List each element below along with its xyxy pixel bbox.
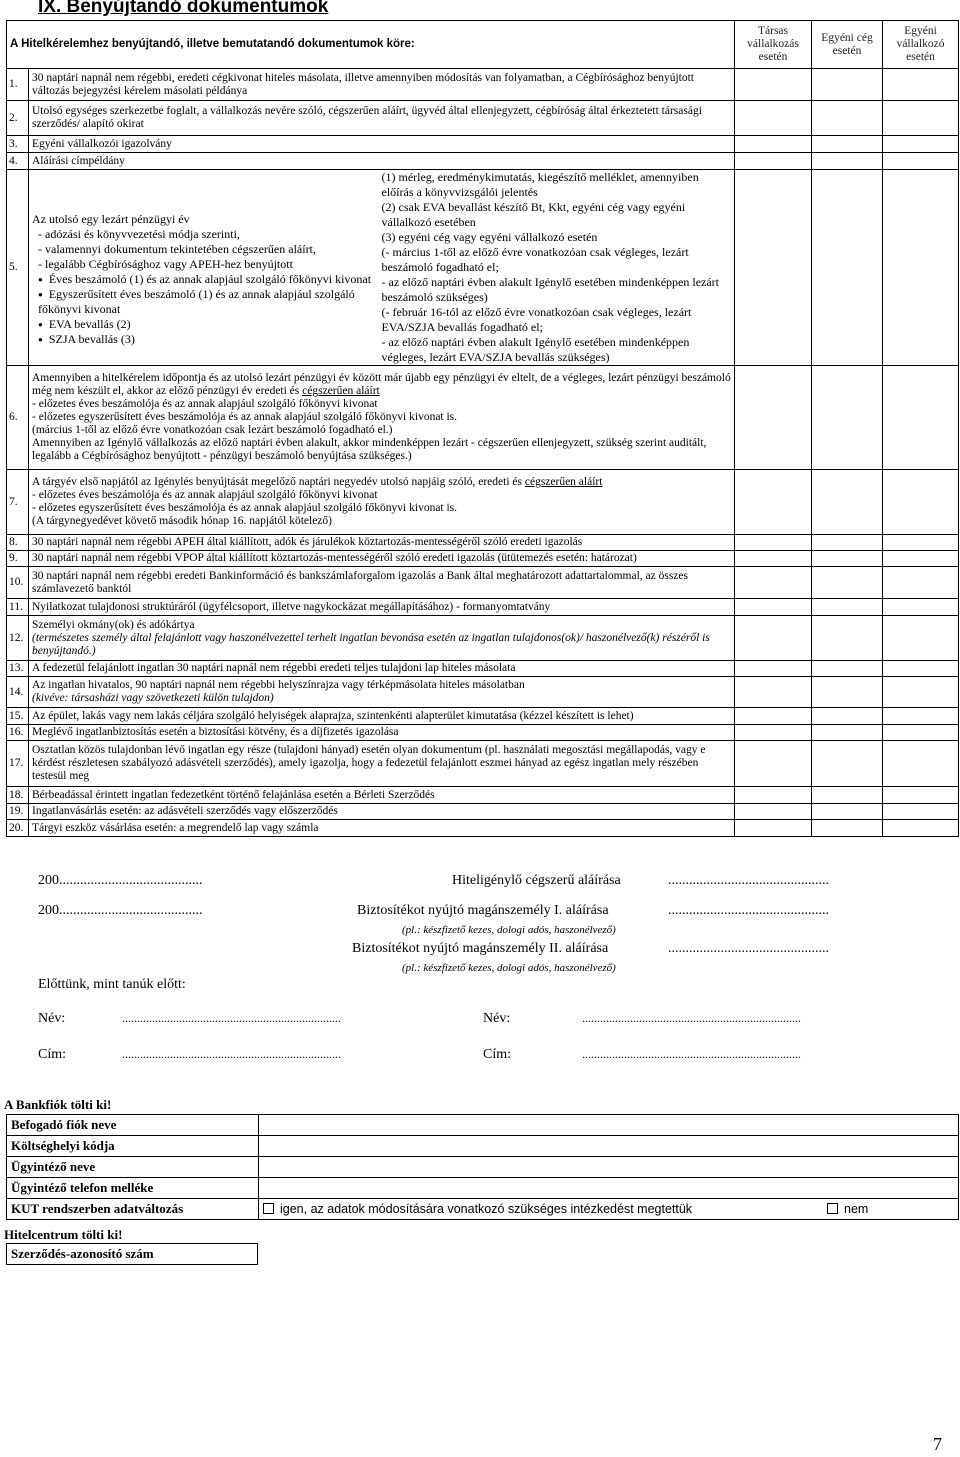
table-row bbox=[7, 567, 959, 599]
checkbox-yes[interactable] bbox=[263, 1203, 274, 1214]
table-intro: A Hitelkérelemhez benyújtandó, illetve bemutatandó dokumentumok köre: bbox=[7, 21, 735, 69]
section-title: IX. Benyújtandó dokumentumok bbox=[38, 0, 329, 17]
credit-center-table bbox=[6, 1243, 258, 1265]
row-text: Az ingatlan hivatalos, 90 naptári napnál nem régebbi helyszínrajza vagy térképmásolata hiteles másolatban (kivéve: társasházi vagy szövetkezeti külön tulajdon) bbox=[29, 677, 735, 708]
table-row bbox=[7, 136, 959, 153]
row-text: Az épület, lakás vagy nem lakás céljára szolgáló helyiségek alaprajza, szintenkénti alapterület kimutatása (kézzel készített is lehet) bbox=[29, 708, 735, 725]
check-cell-egyeni-vallalkozo[interactable] bbox=[883, 535, 959, 551]
row-number: 1. bbox=[7, 69, 29, 101]
check-cell-tarsas[interactable] bbox=[735, 787, 812, 804]
row5-right bbox=[379, 170, 735, 366]
check-cell-tarsas[interactable] bbox=[735, 101, 812, 136]
check-cell-egyeni-vallalkozo[interactable] bbox=[883, 170, 959, 366]
table-row bbox=[7, 366, 959, 470]
table-row bbox=[7, 677, 959, 708]
option-no-label: nem bbox=[844, 1202, 869, 1216]
witness1-name-label: Név: bbox=[38, 1011, 66, 1026]
row-number: 20. bbox=[7, 820, 29, 837]
witness2-address-label: Cím: bbox=[483, 1047, 512, 1062]
check-cell-egyeni-ceg[interactable] bbox=[812, 661, 883, 677]
page-number: 7 bbox=[933, 1434, 942, 1454]
check-cell-egyeni-ceg[interactable] bbox=[812, 820, 883, 837]
row5-left bbox=[29, 170, 379, 366]
contract-id-row bbox=[7, 1244, 258, 1265]
col-header-egyeni-ceg: Egyéni cég esetén bbox=[812, 21, 883, 69]
check-cell-egyeni-ceg[interactable] bbox=[812, 599, 883, 616]
check-cell-tarsas[interactable] bbox=[735, 136, 812, 153]
row-number: 11. bbox=[7, 599, 29, 616]
witness2-name-line[interactable]: ......................................................................... bbox=[582, 1011, 801, 1025]
sig2-label: Biztosítékot nyújtó magánszemély I. aláírása bbox=[357, 903, 609, 918]
bank-row-branch bbox=[7, 1115, 959, 1136]
check-cell-tarsas[interactable] bbox=[735, 551, 812, 567]
check-cell-egyeni-vallalkozo[interactable] bbox=[883, 820, 959, 837]
field-value[interactable] bbox=[259, 1178, 959, 1199]
check-cell-egyeni-vallalkozo[interactable] bbox=[883, 567, 959, 599]
witness2-name-label: Név: bbox=[483, 1011, 511, 1026]
check-cell-egyeni-vallalkozo[interactable] bbox=[883, 470, 959, 535]
check-cell-tarsas[interactable] bbox=[735, 170, 812, 366]
witness1-address-line[interactable]: ......................................................................... bbox=[122, 1047, 341, 1061]
field-label: KUT rendszerben adatváltozás bbox=[7, 1199, 259, 1220]
table-row bbox=[7, 661, 959, 677]
row-text: 30 naptári napnál nem régebbi VPOP által kiállított köztartozás-mentességéről szóló eredeti igazolás (ütütemezés esetén: határozat) bbox=[29, 551, 735, 567]
check-cell-tarsas[interactable] bbox=[735, 599, 812, 616]
option-yes-label: igen, az adatok módosítására vonatkozó szükséges intézkedést megtettük bbox=[280, 1202, 693, 1216]
check-cell-tarsas[interactable] bbox=[735, 69, 812, 101]
check-cell-egyeni-vallalkozo[interactable] bbox=[883, 616, 959, 661]
check-cell-tarsas[interactable] bbox=[735, 366, 812, 470]
table-row bbox=[7, 101, 959, 136]
row-number: 2. bbox=[7, 101, 29, 136]
row-number: 6. bbox=[7, 366, 29, 470]
row-number: 5. bbox=[7, 170, 29, 366]
row-number: 9. bbox=[7, 551, 29, 567]
row-text: 30 naptári napnál nem régebbi APEH által kiállított, adók és járulékok köztartozás-mentességéről szóló eredeti igazolás bbox=[29, 535, 735, 551]
check-cell-egyeni-vallalkozo[interactable] bbox=[883, 804, 959, 820]
bank-row-kut bbox=[7, 1199, 959, 1220]
row-text: Amennyiben a hitelkérelem időpontja és az utolsó lezárt pénzügyi év között már újabb egy pénzügyi év eltelt, de a végleges, lezárt pénzügyi beszámoló még nem készült el, akkor az előző pénzügyi év eredeti és cégszerűen aláírt - előzetes éves beszámolója és az annak alapjául szolgáló főkönyvi kivonat - előzetes egyszerűsített éves beszámolója és az annak alapjául szolgáló főkönyvi kivonat is. (március 1-től az előző évre vonatkozóan csak lezárt beszámoló fogadható el.) Amennyiben az Igénylő vállalkozás az előző naptári évben alakult, akkor mindenképpen lezárt - cégszerűen ellenjegyzett, szükség szerint auditált, legalább a Cégbírósághoz benyújtott - pénzügyi beszámoló benyújtása szükséges.) bbox=[29, 366, 735, 470]
check-cell-tarsas[interactable] bbox=[735, 567, 812, 599]
field-value[interactable] bbox=[259, 1115, 959, 1136]
bank-row-officer bbox=[7, 1157, 959, 1178]
check-cell-tarsas[interactable] bbox=[735, 804, 812, 820]
witness1-name-line[interactable]: ......................................................................... bbox=[122, 1011, 341, 1025]
row-number: 15. bbox=[7, 708, 29, 725]
table-row bbox=[7, 804, 959, 820]
row-number: 13. bbox=[7, 661, 29, 677]
check-cell-egyeni-ceg[interactable] bbox=[812, 708, 883, 725]
table-row bbox=[7, 787, 959, 804]
row-number: 14. bbox=[7, 677, 29, 708]
row-number: 18. bbox=[7, 787, 29, 804]
field-label: Befogadó fiók neve bbox=[7, 1115, 259, 1136]
row-number: 10. bbox=[7, 567, 29, 599]
check-cell-egyeni-ceg[interactable] bbox=[812, 741, 883, 787]
check-cell-egyeni-ceg[interactable] bbox=[812, 69, 883, 101]
kut-options bbox=[259, 1199, 959, 1220]
bank-row-cost-code bbox=[7, 1136, 959, 1157]
check-cell-egyeni-ceg[interactable] bbox=[812, 153, 883, 170]
footnote-line: (- március 1-től az előző évre vonatkozóan csak végleges, lezárt beszámoló fogadható el; bbox=[381, 245, 689, 274]
check-cell-tarsas[interactable] bbox=[735, 470, 812, 535]
check-cell-egyeni-ceg[interactable] bbox=[812, 725, 883, 741]
field-label: Szerződés-azonosító szám bbox=[7, 1244, 258, 1265]
table-row bbox=[7, 153, 959, 170]
field-value[interactable] bbox=[259, 1136, 959, 1157]
check-cell-egyeni-vallalkozo[interactable] bbox=[883, 599, 959, 616]
sig1-label: Hiteligénylő cégszerű aláírása bbox=[452, 873, 621, 888]
check-cell-egyeni-vallalkozo[interactable] bbox=[883, 101, 959, 136]
bullet-item: ● SZJA bevallás (3) bbox=[32, 332, 376, 347]
sig2-note: (pl.: készfizető kezes, dologi adós, haszonélvező) bbox=[402, 924, 616, 936]
text-line: Az utolsó egy lezárt pénzügyi év bbox=[32, 211, 190, 226]
bank-section-title: A Bankfiók tölti ki! bbox=[4, 1097, 112, 1112]
date-field-2[interactable]: 200......................................... bbox=[38, 903, 203, 918]
footnote-line: (3) egyéni cég vagy egyéni vállalkozó esetén bbox=[381, 230, 598, 244]
bullet-item: ● Éves beszámoló (1) és az annak alapjául szolgáló főkönyvi kivonat bbox=[32, 272, 376, 287]
credit-center-title: Hitelcentrum tölti ki! bbox=[4, 1227, 123, 1242]
row-text: Ingatlanvásárlás esetén: az adásvételi szerződés vagy előszerződés bbox=[29, 804, 735, 820]
check-cell-egyeni-ceg[interactable] bbox=[812, 136, 883, 153]
table-row bbox=[7, 616, 959, 661]
check-cell-egyeni-ceg[interactable] bbox=[812, 551, 883, 567]
field-label: Költséghelyi kódja bbox=[7, 1136, 259, 1157]
footnote-line: - az előző naptári évben alakult Igénylő esetében mindenképpen végleges, lezárt EVA/SZJA bevallás szükséges) bbox=[381, 335, 690, 364]
check-cell-tarsas[interactable] bbox=[735, 153, 812, 170]
row-text: A fedezetül felajánlott ingatlan 30 naptári napnál nem régebbi eredeti teljes tulajdoni lap hiteles másolata bbox=[29, 661, 735, 677]
check-cell-egyeni-vallalkozo[interactable] bbox=[883, 741, 959, 787]
table-row bbox=[7, 741, 959, 787]
sig3-line[interactable]: .............................................. bbox=[668, 941, 829, 956]
sig1-line[interactable]: .............................................. bbox=[668, 873, 829, 888]
check-cell-egyeni-vallalkozo[interactable] bbox=[883, 787, 959, 804]
text-line: - legalább Cégbírósághoz vagy APEH-hez benyújtott bbox=[38, 256, 293, 271]
check-cell-egyeni-vallalkozo[interactable] bbox=[883, 136, 959, 153]
row-text: Bérbeadással érintett ingatlan fedezetként történő felajánlása esetén a Bérleti Szerződés bbox=[29, 787, 735, 804]
field-label: Ügyintéző telefon melléke bbox=[7, 1178, 259, 1199]
check-cell-tarsas[interactable] bbox=[735, 741, 812, 787]
check-cell-egyeni-vallalkozo[interactable] bbox=[883, 708, 959, 725]
check-cell-egyeni-vallalkozo[interactable] bbox=[883, 69, 959, 101]
col-header-egyeni-vallalkozo: Egyéni vállalkozó esetén bbox=[883, 21, 959, 69]
field-value[interactable] bbox=[259, 1157, 959, 1178]
row-number: 3. bbox=[7, 136, 29, 153]
check-cell-egyeni-ceg[interactable] bbox=[812, 366, 883, 470]
witness1-address-label: Cím: bbox=[38, 1047, 67, 1062]
row-number: 17. bbox=[7, 741, 29, 787]
table-row bbox=[7, 69, 959, 101]
footnote-line: - az előző naptári évben alakult Igénylő esetében mindenképpen lezárt beszámoló szükséges) bbox=[381, 275, 720, 304]
check-cell-egyeni-ceg[interactable] bbox=[812, 170, 883, 366]
row-text: Osztatlan közös tulajdonban lévő ingatlan egy része (tulajdoni hányad) esetén olyan dokumentum (pl. használati megosztási megállapodás, vagy e kérdést részletesen szabályozó adásvételi szerződés), amely igazolja, hogy a fedezetül felajánlott eszmei hányad az egész ingatlan mely részében testesül meg bbox=[29, 741, 735, 787]
row-text: Utolsó egységes szerkezetbe foglalt, a vállalkozás nevére szóló, cégszerűen aláírt, ügyvéd által ellenjegyzett, cégbíróság által érkeztetett társasági szerződés/ alapító okirat bbox=[29, 101, 735, 136]
bank-table bbox=[6, 1114, 959, 1220]
sig3-note: (pl.: készfizető kezes, dologi adós, haszonélvező) bbox=[402, 962, 616, 974]
check-cell-tarsas[interactable] bbox=[735, 677, 812, 708]
row-text: 30 naptári napnál nem régebbi eredeti Bankinformáció és bankszámlaforgalom igazolás a Bank által meghatározott adattartalommal, az összes számlavezető banktól bbox=[29, 567, 735, 599]
table-row-financial-reports bbox=[7, 170, 959, 366]
table-row bbox=[7, 725, 959, 741]
col-header-tarsas: Társas vállalkozás esetén bbox=[735, 21, 812, 69]
check-cell-egyeni-ceg[interactable] bbox=[812, 535, 883, 551]
text-line: - valamennyi dokumentum tekintetében cégszerűen aláírt, bbox=[38, 241, 316, 256]
row-number: 19. bbox=[7, 804, 29, 820]
row-number: 16. bbox=[7, 725, 29, 741]
witness-label: Előttünk, mint tanúk előtt: bbox=[38, 977, 186, 992]
check-cell-egyeni-ceg[interactable] bbox=[812, 677, 883, 708]
sig2-line[interactable]: .............................................. bbox=[668, 903, 829, 918]
check-cell-egyeni-ceg[interactable] bbox=[812, 804, 883, 820]
row-text: A tárgyév első napjától az Igénylés benyújtását megelőző naptári negyedév utolsó napjáig szóló, eredeti és cégszerűen aláírt - előzetes éves beszámolója és az annak alapjául szolgáló főkönyvi kivonat - előzetes egyszerűsített éves beszámolója és az annak alapjául szolgáló főkönyvi kivonat is. (A tárgynegyedévet követő második hónap 16. napjától kötelező) bbox=[29, 470, 735, 535]
table-row bbox=[7, 820, 959, 837]
row-number: 7. bbox=[7, 470, 29, 535]
row-text: Tárgyi eszköz vásárlása esetén: a megrendelő lap vagy számla bbox=[29, 820, 735, 837]
check-cell-egyeni-ceg[interactable] bbox=[812, 787, 883, 804]
table-header-row bbox=[7, 21, 959, 69]
table-row bbox=[7, 470, 959, 535]
row-text: Aláírási címpéldány bbox=[29, 153, 735, 170]
check-cell-egyeni-vallalkozo[interactable] bbox=[883, 551, 959, 567]
date-field-1[interactable]: 200......................................... bbox=[38, 873, 203, 888]
row-text: Személyi okmány(ok) és adókártya (természetes személy által felajánlott vagy haszonélvezettel terhelt ingatlan bevonása esetén az ingatlan tulajdonos(ok)/ haszonélvező(k) részéről is benyújtandó.) bbox=[29, 616, 735, 661]
row-number: 4. bbox=[7, 153, 29, 170]
row-text: Egyéni vállalkozói igazolvány bbox=[29, 136, 735, 153]
witness2-address-line[interactable]: ......................................................................... bbox=[582, 1047, 801, 1061]
footnote-line: (- február 16-tól az előző évre vonatkozóan csak végleges, lezárt EVA/SZJA bevallás fogadható el; bbox=[381, 305, 692, 334]
table-row bbox=[7, 708, 959, 725]
row-number: 8. bbox=[7, 535, 29, 551]
documents-table bbox=[6, 20, 959, 837]
bank-row-phone bbox=[7, 1178, 959, 1199]
field-label: Ügyintéző neve bbox=[7, 1157, 259, 1178]
check-cell-tarsas[interactable] bbox=[735, 535, 812, 551]
footnote-line: (2) csak EVA bevallást készítő Bt, Kkt, egyéni cég vagy egyéni vállalkozó esetében bbox=[381, 200, 686, 229]
table-row bbox=[7, 535, 959, 551]
check-cell-egyeni-vallalkozo[interactable] bbox=[883, 153, 959, 170]
check-cell-egyeni-vallalkozo[interactable] bbox=[883, 677, 959, 708]
check-cell-tarsas[interactable] bbox=[735, 616, 812, 661]
table-row bbox=[7, 551, 959, 567]
row-text: Meglévő ingatlanbiztosítás esetén a biztosítási kötvény, és a díjfizetés igazolása bbox=[29, 725, 735, 741]
check-cell-egyeni-vallalkozo[interactable] bbox=[883, 366, 959, 470]
check-cell-tarsas[interactable] bbox=[735, 725, 812, 741]
table-row bbox=[7, 599, 959, 616]
check-cell-tarsas[interactable] bbox=[735, 820, 812, 837]
check-cell-tarsas[interactable] bbox=[735, 661, 812, 677]
check-cell-egyeni-ceg[interactable] bbox=[812, 567, 883, 599]
row-text: Nyilatkozat tulajdonosi struktúráról (ügyfélcsoport, illetve nagykockázat megállapításához) - formanyomtatvány bbox=[29, 599, 735, 616]
check-cell-egyeni-vallalkozo[interactable] bbox=[883, 725, 959, 741]
bullet-item: ● EVA bevallás (2) bbox=[32, 317, 376, 332]
row-text: 30 naptári napnál nem régebbi, eredeti cégkivonat hiteles másolata, illetve amennyiben módosítás van folyamatban, a Cégbírósághoz benyújtott változás bejegyzési kérelem másolati példánya bbox=[29, 69, 735, 101]
check-cell-egyeni-ceg[interactable] bbox=[812, 616, 883, 661]
text-line: - adózási és könyvvezetési módja szerinti, bbox=[38, 226, 240, 241]
sig3-label: Biztosítékot nyújtó magánszemély II. aláírása bbox=[352, 941, 609, 956]
row-number: 12. bbox=[7, 616, 29, 661]
check-cell-tarsas[interactable] bbox=[735, 708, 812, 725]
check-cell-egyeni-ceg[interactable] bbox=[812, 101, 883, 136]
bullet-item: ● Egyszerűsített éves beszámoló (1) és az annak alapjául szolgáló főkönyvi kivonat bbox=[32, 287, 376, 317]
footnote-line: (1) mérleg, eredménykimutatás, kiegészítő melléklet, amennyiben előírás a könyvvizsgálói jelentés bbox=[381, 170, 699, 199]
check-cell-egyeni-vallalkozo[interactable] bbox=[883, 661, 959, 677]
checkbox-no[interactable] bbox=[827, 1203, 838, 1214]
check-cell-egyeni-ceg[interactable] bbox=[812, 470, 883, 535]
